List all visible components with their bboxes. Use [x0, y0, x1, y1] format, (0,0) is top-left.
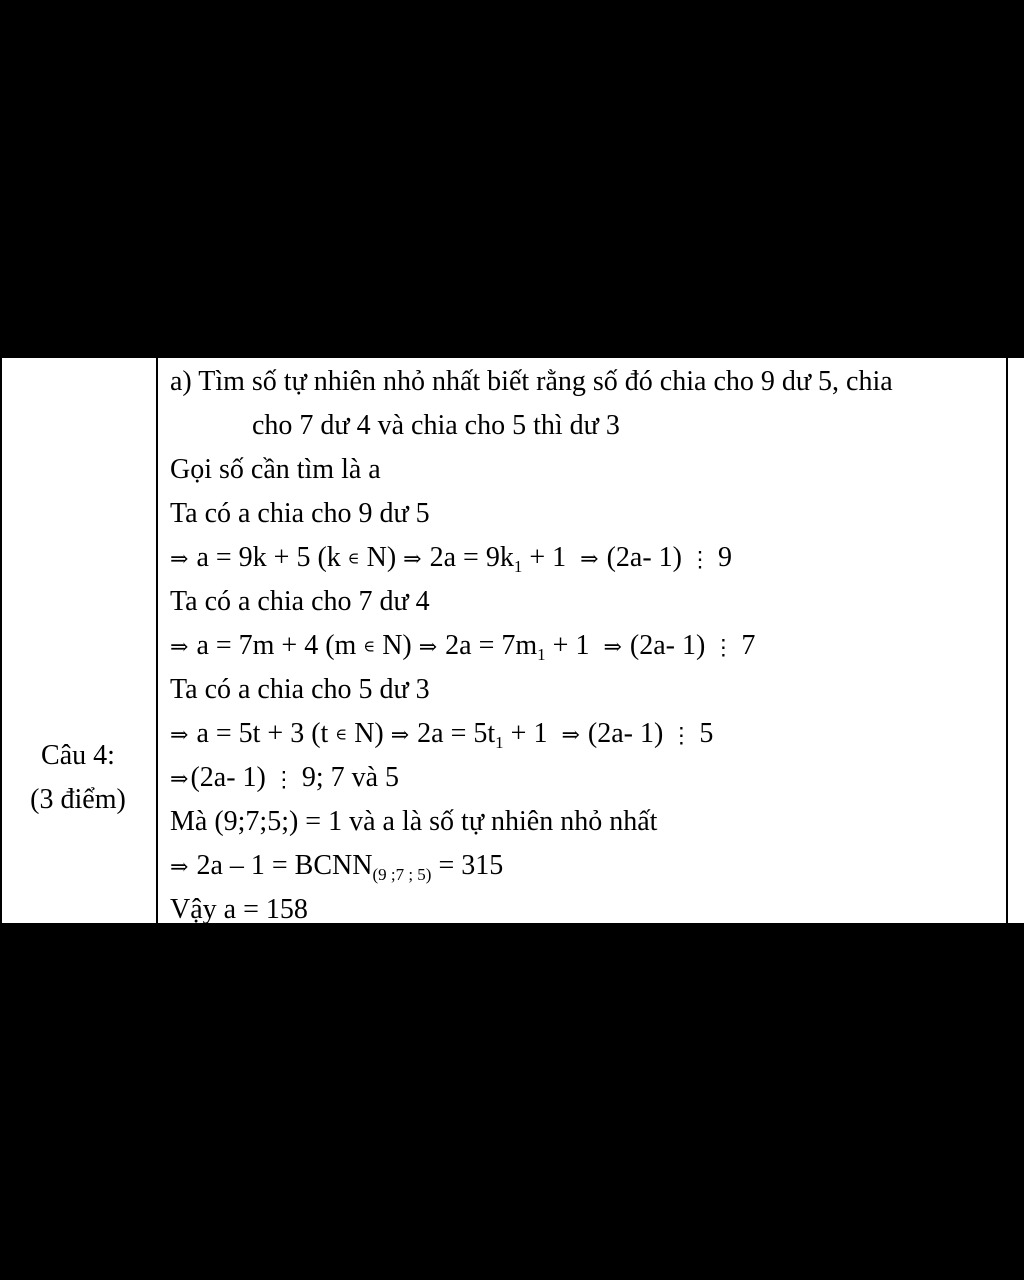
implies-icon: ⇒ [418, 634, 438, 659]
divisible-icon: ⋮ [688, 546, 711, 572]
answer-table [0, 356, 1024, 923]
divisible-icon: ⋮ [712, 634, 735, 660]
problem-line-2: cho 7 dư 4 và chia cho 5 thì dư 3 [252, 410, 620, 441]
question-points: (3 điểm) [30, 784, 126, 815]
table-right-border [1006, 356, 1008, 923]
case9-derivation: ⇒ a = 9k + 5 (k ∈ N) ⇒ $2a = 9k_1 + 1$ ⇒ (2a- 1) ⋮ 9 [170, 536, 732, 583]
element-of-icon: ∈ [347, 550, 360, 568]
implies-icon: ⇒ [580, 546, 599, 571]
case5-derivation: ⇒ a = 5t + 3 (t ∈ N) ⇒ $2a = 5t_1 + 1$ ⇒ (2a- 1) ⋮ 5 [170, 712, 713, 759]
case9-statement: Ta có a chia cho 9 dư 5 [170, 498, 430, 529]
conclusion: Vậy a = 158 [170, 894, 308, 923]
implies-icon: ⇒ [561, 722, 580, 747]
case7-derivation: ⇒ a = 7m + 4 (m ∈ N) ⇒ $2a = 7m_1 + 1$ ⇒ (2a- 1) ⋮ 7 [170, 624, 755, 671]
divisible-icon: ⋮ [272, 766, 295, 792]
implies-icon: ⇒ [170, 854, 189, 879]
implies-icon: ⇒ [603, 634, 622, 659]
problem-line-1: a) Tìm số tự nhiên nhỏ nhất biết rằng số đó chia cho 9 dư 5, chia [170, 366, 893, 397]
divisible-icon: ⋮ [670, 722, 693, 748]
question-number: Câu 4: [41, 740, 115, 771]
solution-intro: Gọi số cần tìm là a [170, 454, 381, 485]
element-of-icon: ∈ [363, 638, 376, 656]
gcd-statement: Mà (9;7;5;) = 1 và a là số tự nhiên nhỏ nhất [170, 806, 658, 837]
element-of-icon: ∈ [335, 726, 348, 744]
lcm-derivation: ⇒ $2a - 1 = BCNN_{(9 ;7 ; 5)} = 315$ [170, 844, 503, 891]
implies-icon: ⇒ [170, 634, 189, 659]
table-top-border [0, 356, 1024, 358]
table-left-border [0, 356, 2, 923]
column-divider [156, 356, 158, 923]
question-label-cell [0, 734, 156, 822]
implies-icon: ⇒ [170, 722, 189, 747]
case5-statement: Ta có a chia cho 5 dư 3 [170, 674, 430, 705]
implies-icon: ⇒ [390, 722, 410, 747]
case7-statement: Ta có a chia cho 7 dư 4 [170, 586, 430, 617]
combined-divisibility: ⇒(2a- 1) ⋮ 9; 7 và 5 [170, 756, 399, 802]
implies-icon: ⇒ [170, 766, 189, 791]
implies-icon: ⇒ [170, 546, 189, 571]
implies-icon: ⇒ [403, 546, 422, 571]
